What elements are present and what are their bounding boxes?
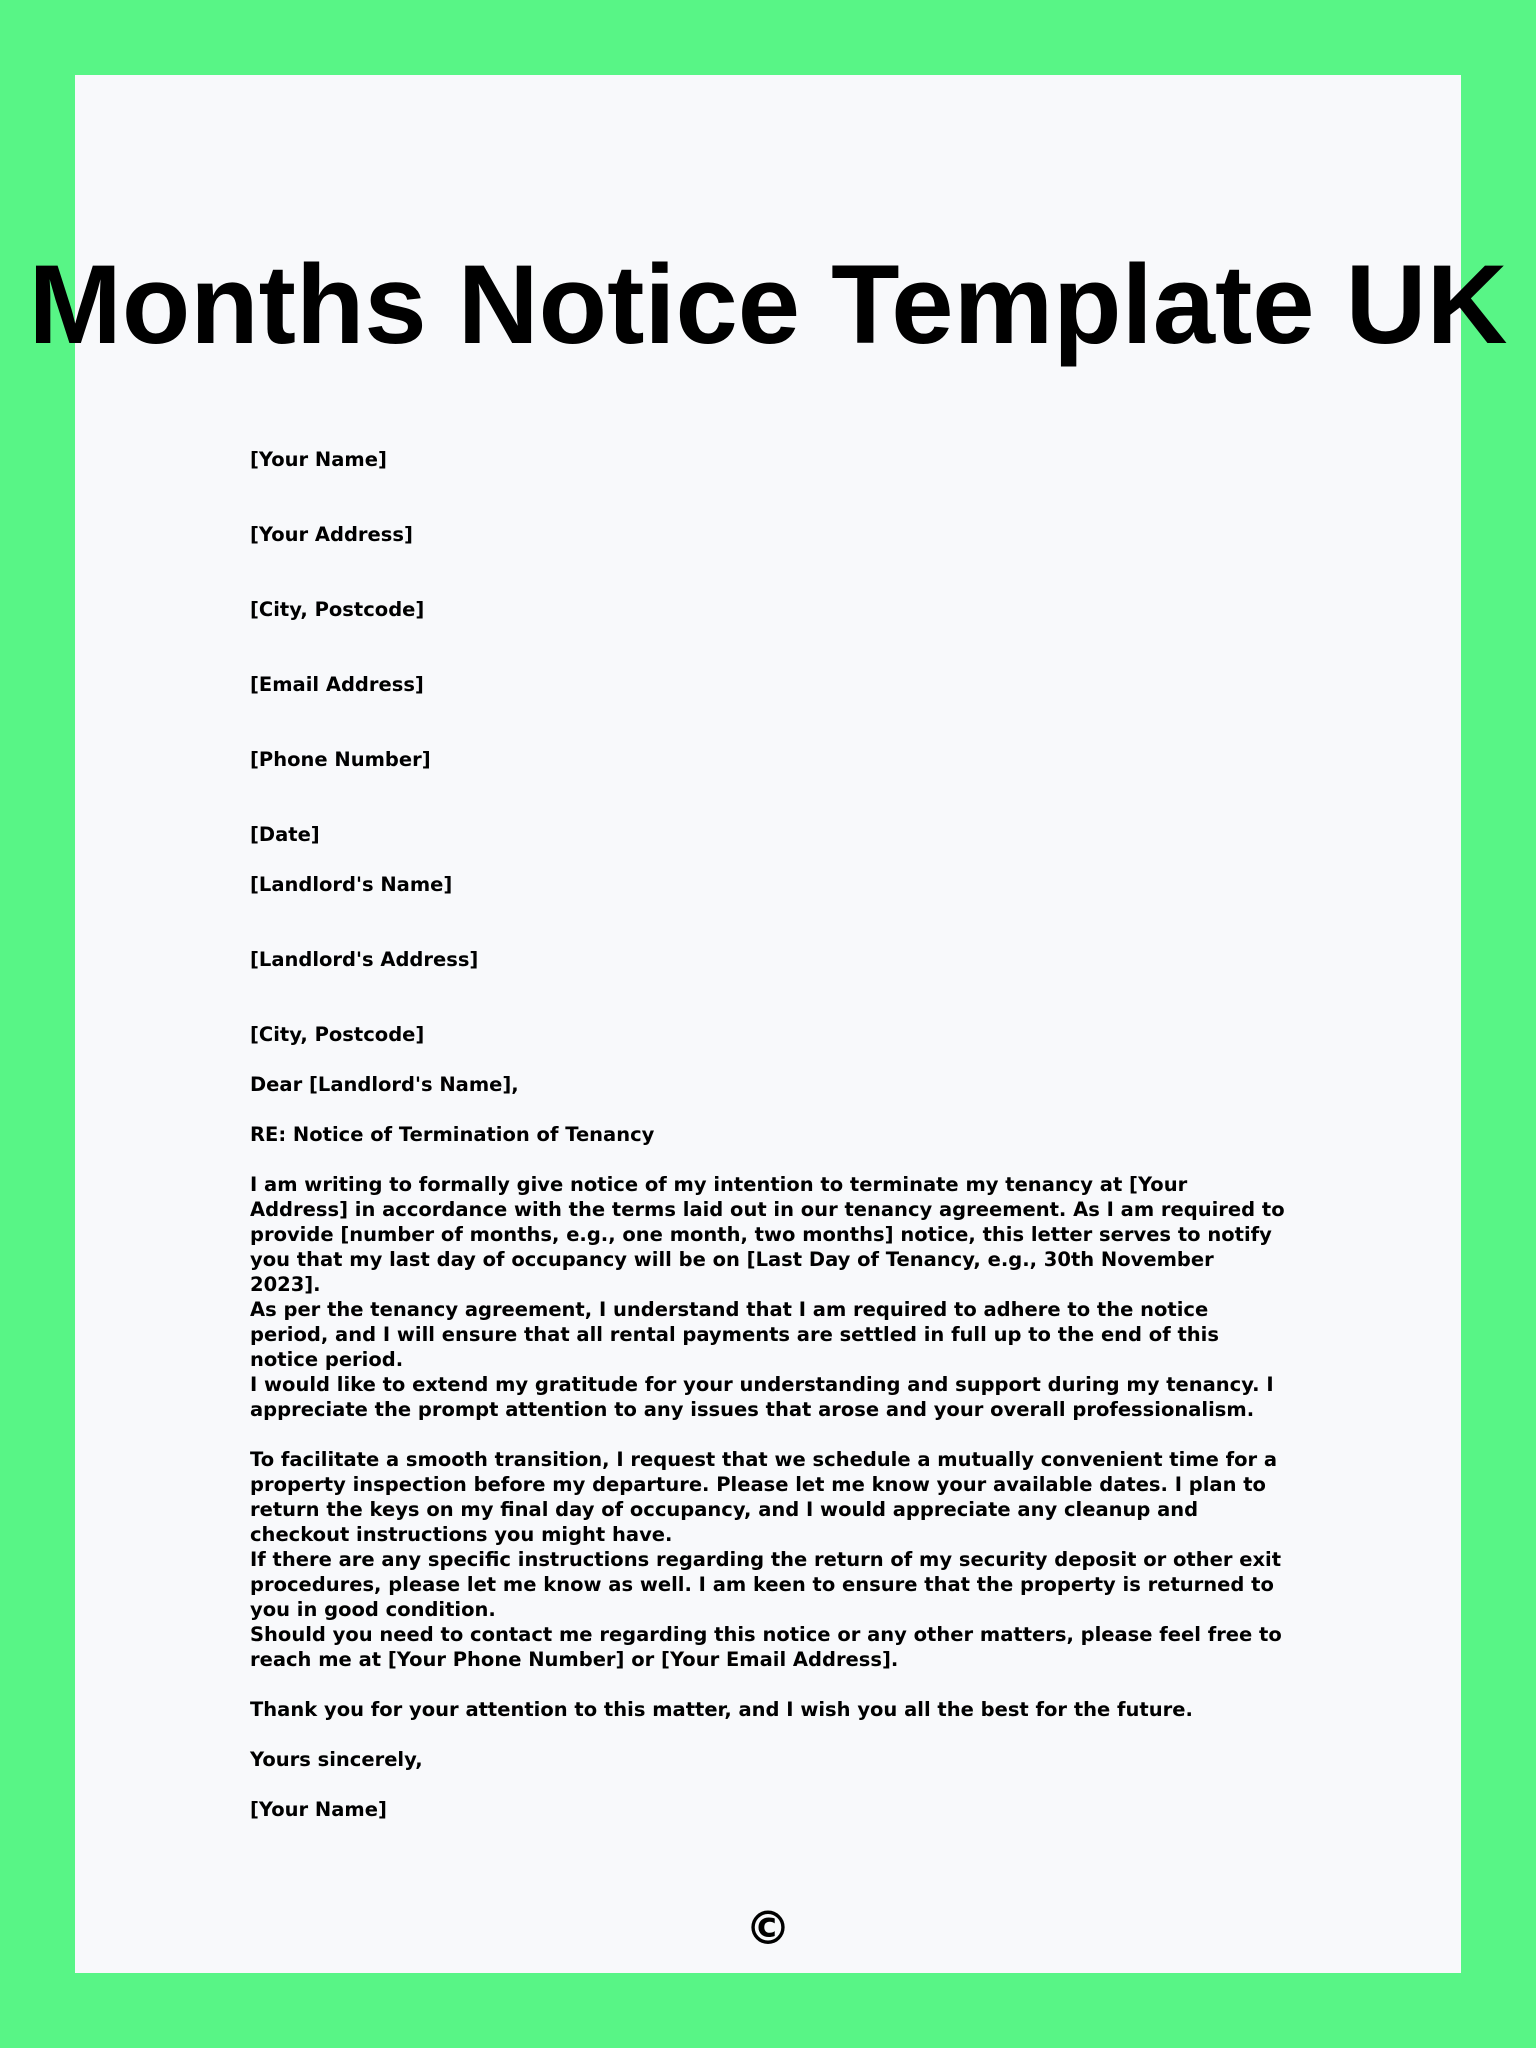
sender-phone: [Phone Number] (250, 748, 431, 771)
closing: Yours sincerely, (250, 1748, 423, 1771)
body-paragraph: I am writing to formally give notice of my intention to terminate my tenancy at [Your Address] in accordance with the terms laid out in our tenancy agreement. As I am required to provide [number of months, e.g., one month, two months] notice, this letter serves to notify you that my last day of occupancy will be on [Last Day of Tenancy, e.g., 30th November 2023]. (250, 1173, 1285, 1296)
copyright-icon: © (745, 1901, 791, 1955)
body-paragraph: I would like to extend my gratitude for your understanding and support during my tenancy. I appreciate the prompt attention to any issues that arose and your overall professionalism. (250, 1373, 1274, 1421)
subject-line: RE: Notice of Termination of Tenancy (250, 1123, 655, 1146)
sender-address: [Your Address] (250, 523, 413, 546)
landlord-address: [Landlord's Address] (250, 948, 479, 971)
sender-city: [City, Postcode] (250, 598, 425, 621)
body-paragraph: To facilitate a smooth transition, I request that we schedule a mutually convenient time for a property inspection before my departure. Please let me know your available dates. I plan to return the keys on my final day of occupancy, and I would appreciate any cleanup and checkout instructions you might have. (250, 1448, 1278, 1546)
body-paragraph: As per the tenancy agreement, I understand that I am required to adhere to the notice period, and I will ensure that all rental payments are settled in full up to the end of this notice period. (250, 1298, 1219, 1371)
document-title: Months Notice Template UK (28, 242, 1508, 367)
body-paragraph: Thank you for your attention to this matter, and I wish you all the best for the future. (250, 1698, 1193, 1721)
landlord-city: [City, Postcode] (250, 1023, 425, 1046)
body-paragraph: Should you need to contact me regarding this notice or any other matters, please feel free to reach me at [Your Phone Number] or [Your Email Address]. (250, 1623, 1282, 1671)
signature-name: [Your Name] (250, 1798, 387, 1821)
landlord-name: [Landlord's Name] (250, 873, 453, 896)
letter-date: [Date] (250, 823, 320, 846)
body-paragraph: If there are any specific instructions regarding the return of my security deposit or other exit procedures, please let me know as well. I am keen to ensure that the property is returned to you in good condition. (250, 1548, 1282, 1621)
sender-name: [Your Name] (250, 448, 387, 471)
sender-email: [Email Address] (250, 673, 424, 696)
salutation: Dear [Landlord's Name], (250, 1073, 519, 1096)
